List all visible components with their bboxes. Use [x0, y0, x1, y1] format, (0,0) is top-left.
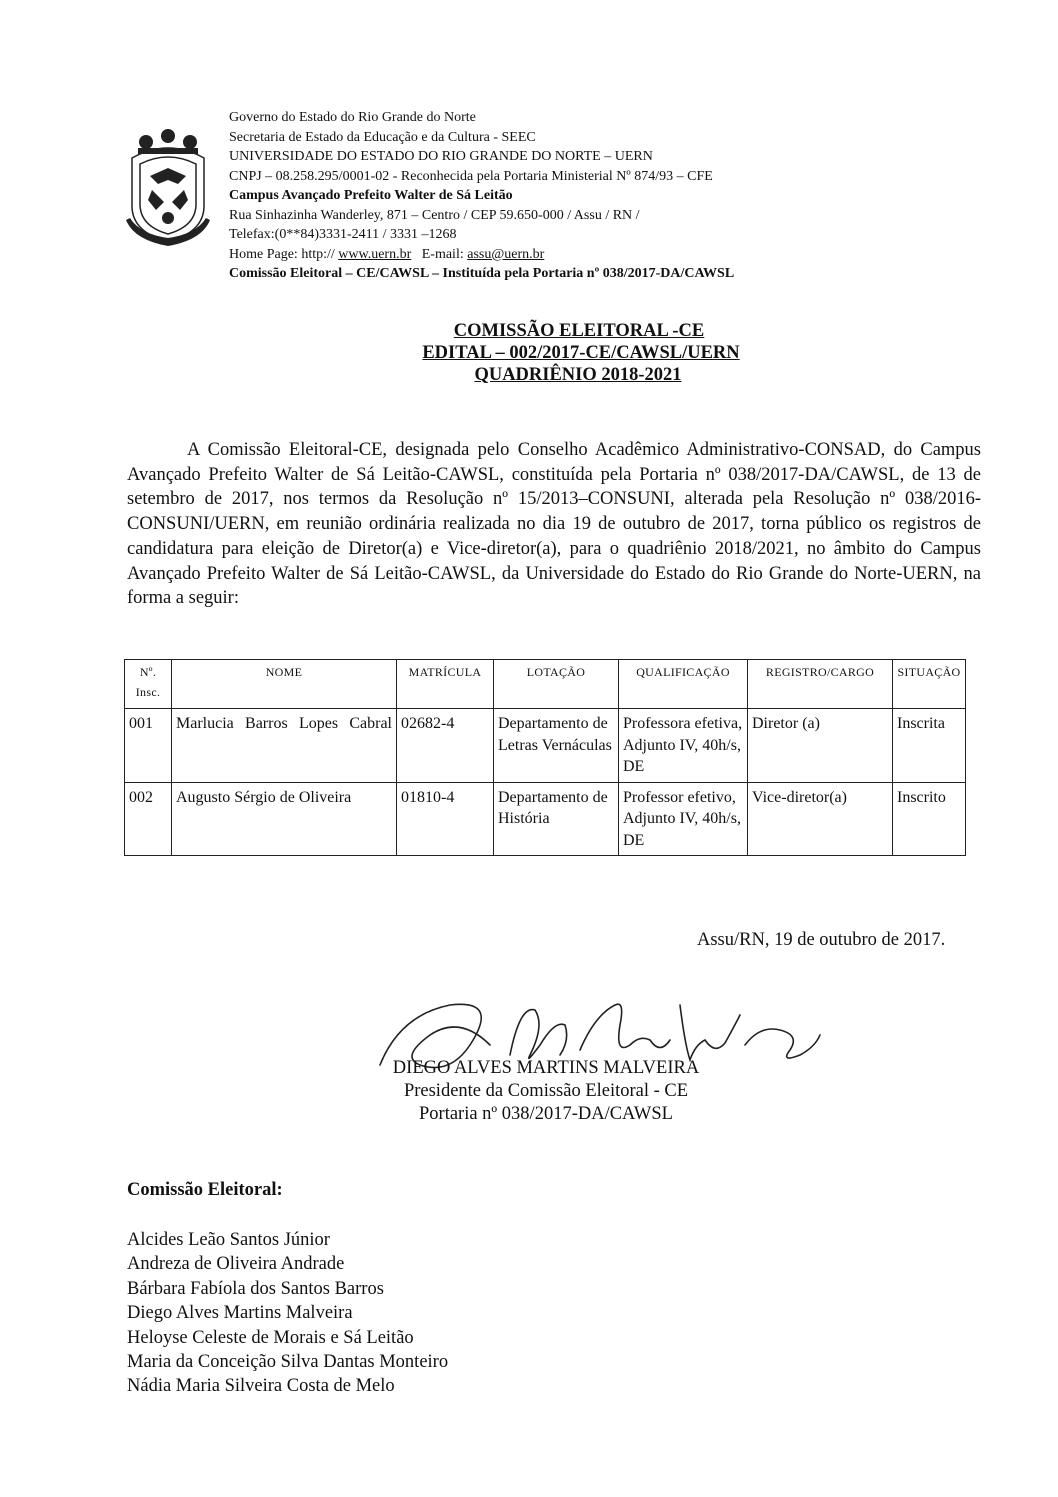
column-header: MATRÍCULA — [397, 660, 494, 709]
list-item: Alcides Leão Santos Júnior — [127, 1230, 330, 1250]
table-cell: Professor efetivo, Adjunto IV, 40h/s, DE — [619, 782, 748, 856]
signatory-portaria: Portaria nº 038/2017-DA/CAWSL — [419, 1104, 673, 1124]
header-line-telefax: Telefax:(0**84)3331-2411 / 3331 –1268 — [229, 227, 457, 242]
title-quadrennium: QUADRIÊNIO 2018-2021 — [474, 365, 682, 385]
header-line-government: Governo do Estado do Rio Grande do Norte — [229, 110, 476, 125]
list-item: Andreza de Oliveira Andrade — [127, 1254, 345, 1275]
list-item: Bárbara Fabíola dos Santos Barros — [127, 1278, 384, 1299]
candidates-table — [124, 659, 966, 856]
table-cell: 01810-4 — [397, 782, 494, 856]
committee-members-list — [127, 1228, 448, 1399]
header-line-address: Rua Sinhazinha Wanderley, 871 – Centro / CEP 59.650-000 / Assu / RN / — [229, 207, 640, 223]
list-item: Diego Alves Martins Malveira — [127, 1303, 353, 1324]
table-row — [125, 782, 966, 856]
table-cell: Inscrita — [893, 709, 966, 783]
table-cell: 001 — [125, 709, 172, 783]
column-header: Nº. Insc. — [125, 660, 172, 709]
header-line-campus: Campus Avançado Prefeito Walter de Sá Leitão — [229, 188, 513, 203]
header-line-secretariat: Secretaria de Estado da Educação e da Cultura - SEEC — [229, 129, 536, 145]
document-titles — [0, 320, 1058, 386]
header-line-contacts — [229, 245, 734, 265]
title-edital: EDITAL – 002/2017-CE/CAWSL/UERN — [422, 343, 740, 363]
signature-block — [376, 1057, 716, 1126]
institution-header — [229, 108, 734, 284]
table-header-row — [125, 660, 966, 709]
list-item: Nádia Maria Silveira Costa de Melo — [127, 1376, 395, 1397]
table-cell: Marlucia Barros Lopes Cabral — [172, 709, 397, 783]
table-row — [125, 709, 966, 783]
table-cell: Diretor (a) — [748, 709, 893, 783]
email-link[interactable]: assu@uern.br — [467, 246, 545, 262]
signatory-name: DIEGO ALVES MARTINS MALVEIRA — [392, 1058, 700, 1078]
body-paragraph: A Comissão Eleitoral-CE, designada pelo Conselho Acadêmico Administrativo-CONSAD, do Campus Avançado Prefeito Walter de Sá Leitão-CAWSL, constituída pela Portaria nº 038/2017-DA/CAWSL, de 13 de setembro de 2017, nos termos da Resolução nº 15/2013–CONSUNI, alterada pela Resolução nº 038/2016-CONSUNI/UERN, em reunião ordinária realizada no dia 19 de outubro de 2017, torna público os registros de candidatura para eleição de Diretor(a) e Vice-diretor(a), para o quadriênio 2018/2021, no âmbito do Campus Avançado Prefeito Walter de Sá Leitão-CAWSL, da Universidade do Estado do Rio Grande do Norte-UERN, na forma a seguir: — [127, 440, 981, 609]
table-cell: Professora efetiva, Adjunto IV, 40h/s, DE — [619, 709, 748, 783]
list-item: Maria da Conceição Silva Dantas Monteiro — [127, 1352, 449, 1373]
table-cell: Departamento de Letras Vernáculas — [494, 709, 619, 783]
table-cell: 002 — [125, 782, 172, 856]
column-header: SITUAÇÃO — [893, 660, 966, 709]
table-cell: Inscrito — [893, 782, 966, 856]
header-line-cnpj: CNPJ – 08.258.295/0001-02 - Reconhecida pela Portaria Ministerial Nº 874/93 – CFE — [229, 168, 713, 184]
table-cell: 02682-4 — [397, 709, 494, 783]
table-cell: Vice-diretor(a) — [748, 782, 893, 856]
header-line-commission: Comissão Eleitoral – CE/CAWSL – Instituída pela Portaria nº 038/2017-DA/CAWSL — [229, 266, 735, 281]
title-commission: COMISSÃO ELEITORAL -CE — [453, 321, 705, 341]
homepage-link[interactable]: www.uern.br — [338, 246, 412, 262]
committee-heading: Comissão Eleitoral: — [127, 1180, 283, 1200]
column-header: REGISTRO/CARGO — [748, 660, 893, 709]
email-label: E-mail: — [421, 246, 464, 262]
homepage-label: Home Page: http:// — [229, 246, 335, 262]
list-item: Heloyse Celeste de Morais e Sá Leitão — [127, 1327, 414, 1348]
table-cell: Augusto Sérgio de Oliveira — [172, 782, 397, 856]
column-header: QUALIFICAÇÃO — [619, 660, 748, 709]
column-header: LOTAÇÃO — [494, 660, 619, 709]
table-cell: Departamento de História — [494, 782, 619, 856]
document-date: Assu/RN, 19 de outubro de 2017. — [697, 930, 946, 950]
column-header: NOME — [172, 660, 397, 709]
signatory-role: Presidente da Comissão Eleitoral - CE — [403, 1081, 689, 1101]
university-crest-icon — [122, 128, 214, 246]
header-line-university: UNIVERSIDADE DO ESTADO DO RIO GRANDE DO NORTE – UERN — [229, 149, 653, 164]
